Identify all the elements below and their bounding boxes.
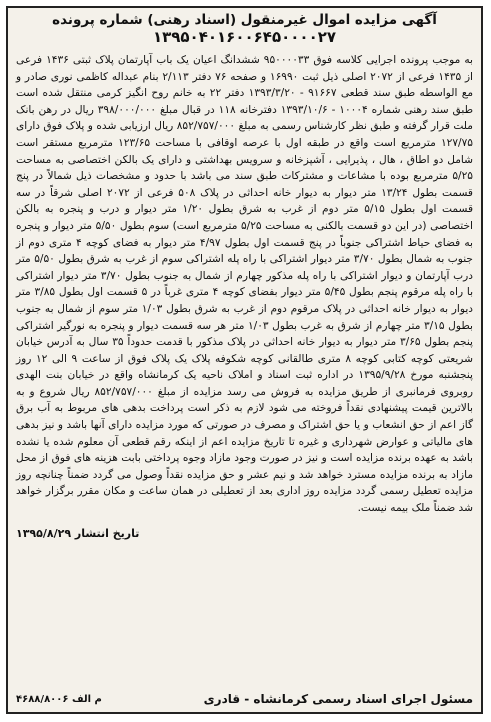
signature: مسئول اجرای اسناد رسمی کرمانشاه - قادری — [203, 692, 473, 706]
auction-notice — [6, 6, 483, 714]
notice-title: آگهی مزایده اموال غیرمنقول (اسناد رهنی) شماره پرونده — [52, 12, 437, 28]
notice-body: به موجب پرونده اجرایی کلاسه فوق ۹۵۰۰۰۰۳۳ ششدانگ اعیان یک باب آپارتمان پلاک ثبتی ۱۴۳۶ فرعی از ۱۴۳۵ فرعی از ۲۰۷۲ اصلی ذیل ثبت ۱۶۹۹۰ و صفحه ۷۶ دفتر ۲/۱۱۳ بنام عبداله کاظمی نوری صادر و مع الواسطه طبق سند قطعی ۹۱۶۶۷ - ۱۳۹۳/۳/۲۰ دفتر ۲۲ به خانم روح انگیز کرمی منتقل شده است طبق سند رهنی شماره ۱۰۰۰۴ - ۱۳۹۳/۱۰/۶ دفترخانه ۱۱۸ در قبال مبلغ ۳۹۸/۰۰۰/۰۰۰ ریال در رهن بانک ملت قرار گرفته و طبق نظر کارشناس رسمی به مبلغ ۸۵۲/۷۵۷/۰۰۰ ریال ارزیابی شده و پلاک فوق دارای ۱۲۷/۷۵ مترمربع است واقع در طبقه اول با عرصه اوقافی با مساحت ۱۲۳/۶۵ مترمربع مستقر است شامل دو اطاق ، هال ، پذیرایی ، آشپزخانه و سرویس بهداشتی و دارای یک بالکن اختصاصی به مساحت ۵/۲۵ مترمربع بوده با مشاعات و مشترکات طبق سند می باشد با حدود و مشخصات ذیل شمالاً در پنج قسمت بطول ۱۳/۲۴ متر دیوار به دیوار خانه احداثی در پلاک ۵۰۸ فرعی از ۲۰۷۲ اصلی شرقاً در سه قسمت اول بطول ۵/۱۵ متر دوم از غرب به شرق بطول ۱/۲۰ متر دیوار و درب و پنجره به بالکن اختصاصی (در این دو قسمت بالکنی به مساحت ۵/۲۵ مترمربع است) سوم بطول ۵/۵۰ متر دیوار و پنجره به فضای حیاط اشتراکی جنوباً در پنج قسمت اول بطول ۴/۹۷ متر دیوار به فضای کوچه ۴ متری دوم از جنوب به شمال بطول ۳/۷۰ متر دیوار اشتراکی با راه پله اشتراکی سوم از غرب به شرق بطول ۵/۵۰ متر درب آپارتمان و دیوار اشتراکی با راه پله مذکور چهارم از شمال به جنوب بطول ۳/۷۰ متر دیوار اشتراکی با راه پله مرقوم پنجم بطول ۵/۴۵ متر دیوار بفضای کوچه ۴ متری غرباً در ۵ قسمت اول بطول ۳/۸۵ متر دیوار به دیوار خانه احداثی در پلاک مرقوم دوم از غرب به شرق بطول ۱/۰۳ متر سوم از شمال به جنوب بطول ۳/۱۵ متر چهارم از شرق به غرب بطول ۱/۰۳ متر هر سه قسمت دیوار و پنجره به نورگیر اشتراکی پنجم بطول ۳/۶۵ متر دیوار به دیوار خانه احداثی در پلاک مذکور با قدمت حدوداً ۳۵ سال به آدرس خیابان شریعتی کوچه کتابی کوچه ۸ متری طالقانی کوچه شکوفه پلاک یک پلاک فوق از ساعت ۹ الی ۱۲ روز پنجشنبه مورخ ۱۳۹۵/۹/۲۸ در اداره ثبت اسناد و املاک ناحیه یک کرمانشاه واقع در خیابان بنت الهدی روبروی فرمانبری از طریق مزایده به فروش می رسد مزایده از مبلغ ۸۵۲/۷۵۷/۰۰۰ ریال شروع و به بالاترین قیمت پیشنهادی نقداً فروخته می شود لازم به ذکر است پرداخت بدهی های مربوط به آب برق گاز اعم از حق انشعاب و یا حق اشتراک و مصرف در صورتی که مورد مزایده دارای آنها باشد و نیز بدهی های مالیاتی و عوارض شهرداری و غیره تا تاریخ مزایده اعم از اینکه رقم قطعی آن معلوم شده یا نشده باشد به عهده برنده مزایده است و نیز در صورت وجود مازاد وجوه پرداختی بابت هزینه های فوق از محل مازاد به برنده مزایده مسترد خواهد شد و نیم عشر و حق مزایده نقداً وصول می گردد ضمناً چنانچه روز مزایده تعطیل رسمی گردد مزایده روز اداری بعد از تعطیلی در همان ساعت و مکان مقرر برگزار خواهد شد ضمناً ملک بیمه نیست. — [16, 54, 474, 515]
notice-footer — [16, 692, 473, 706]
ad-code: م الف ۴۶۸۸/۸۰۰۶ — [16, 693, 102, 705]
file-number: ۱۳۹۵۰۴۰۱۶۰۰۶۴۵۰۰۰۰۲۷ — [152, 28, 337, 46]
publish-date: تاریخ انتشار ۱۳۹۵/۸/۲۹ — [16, 526, 140, 540]
